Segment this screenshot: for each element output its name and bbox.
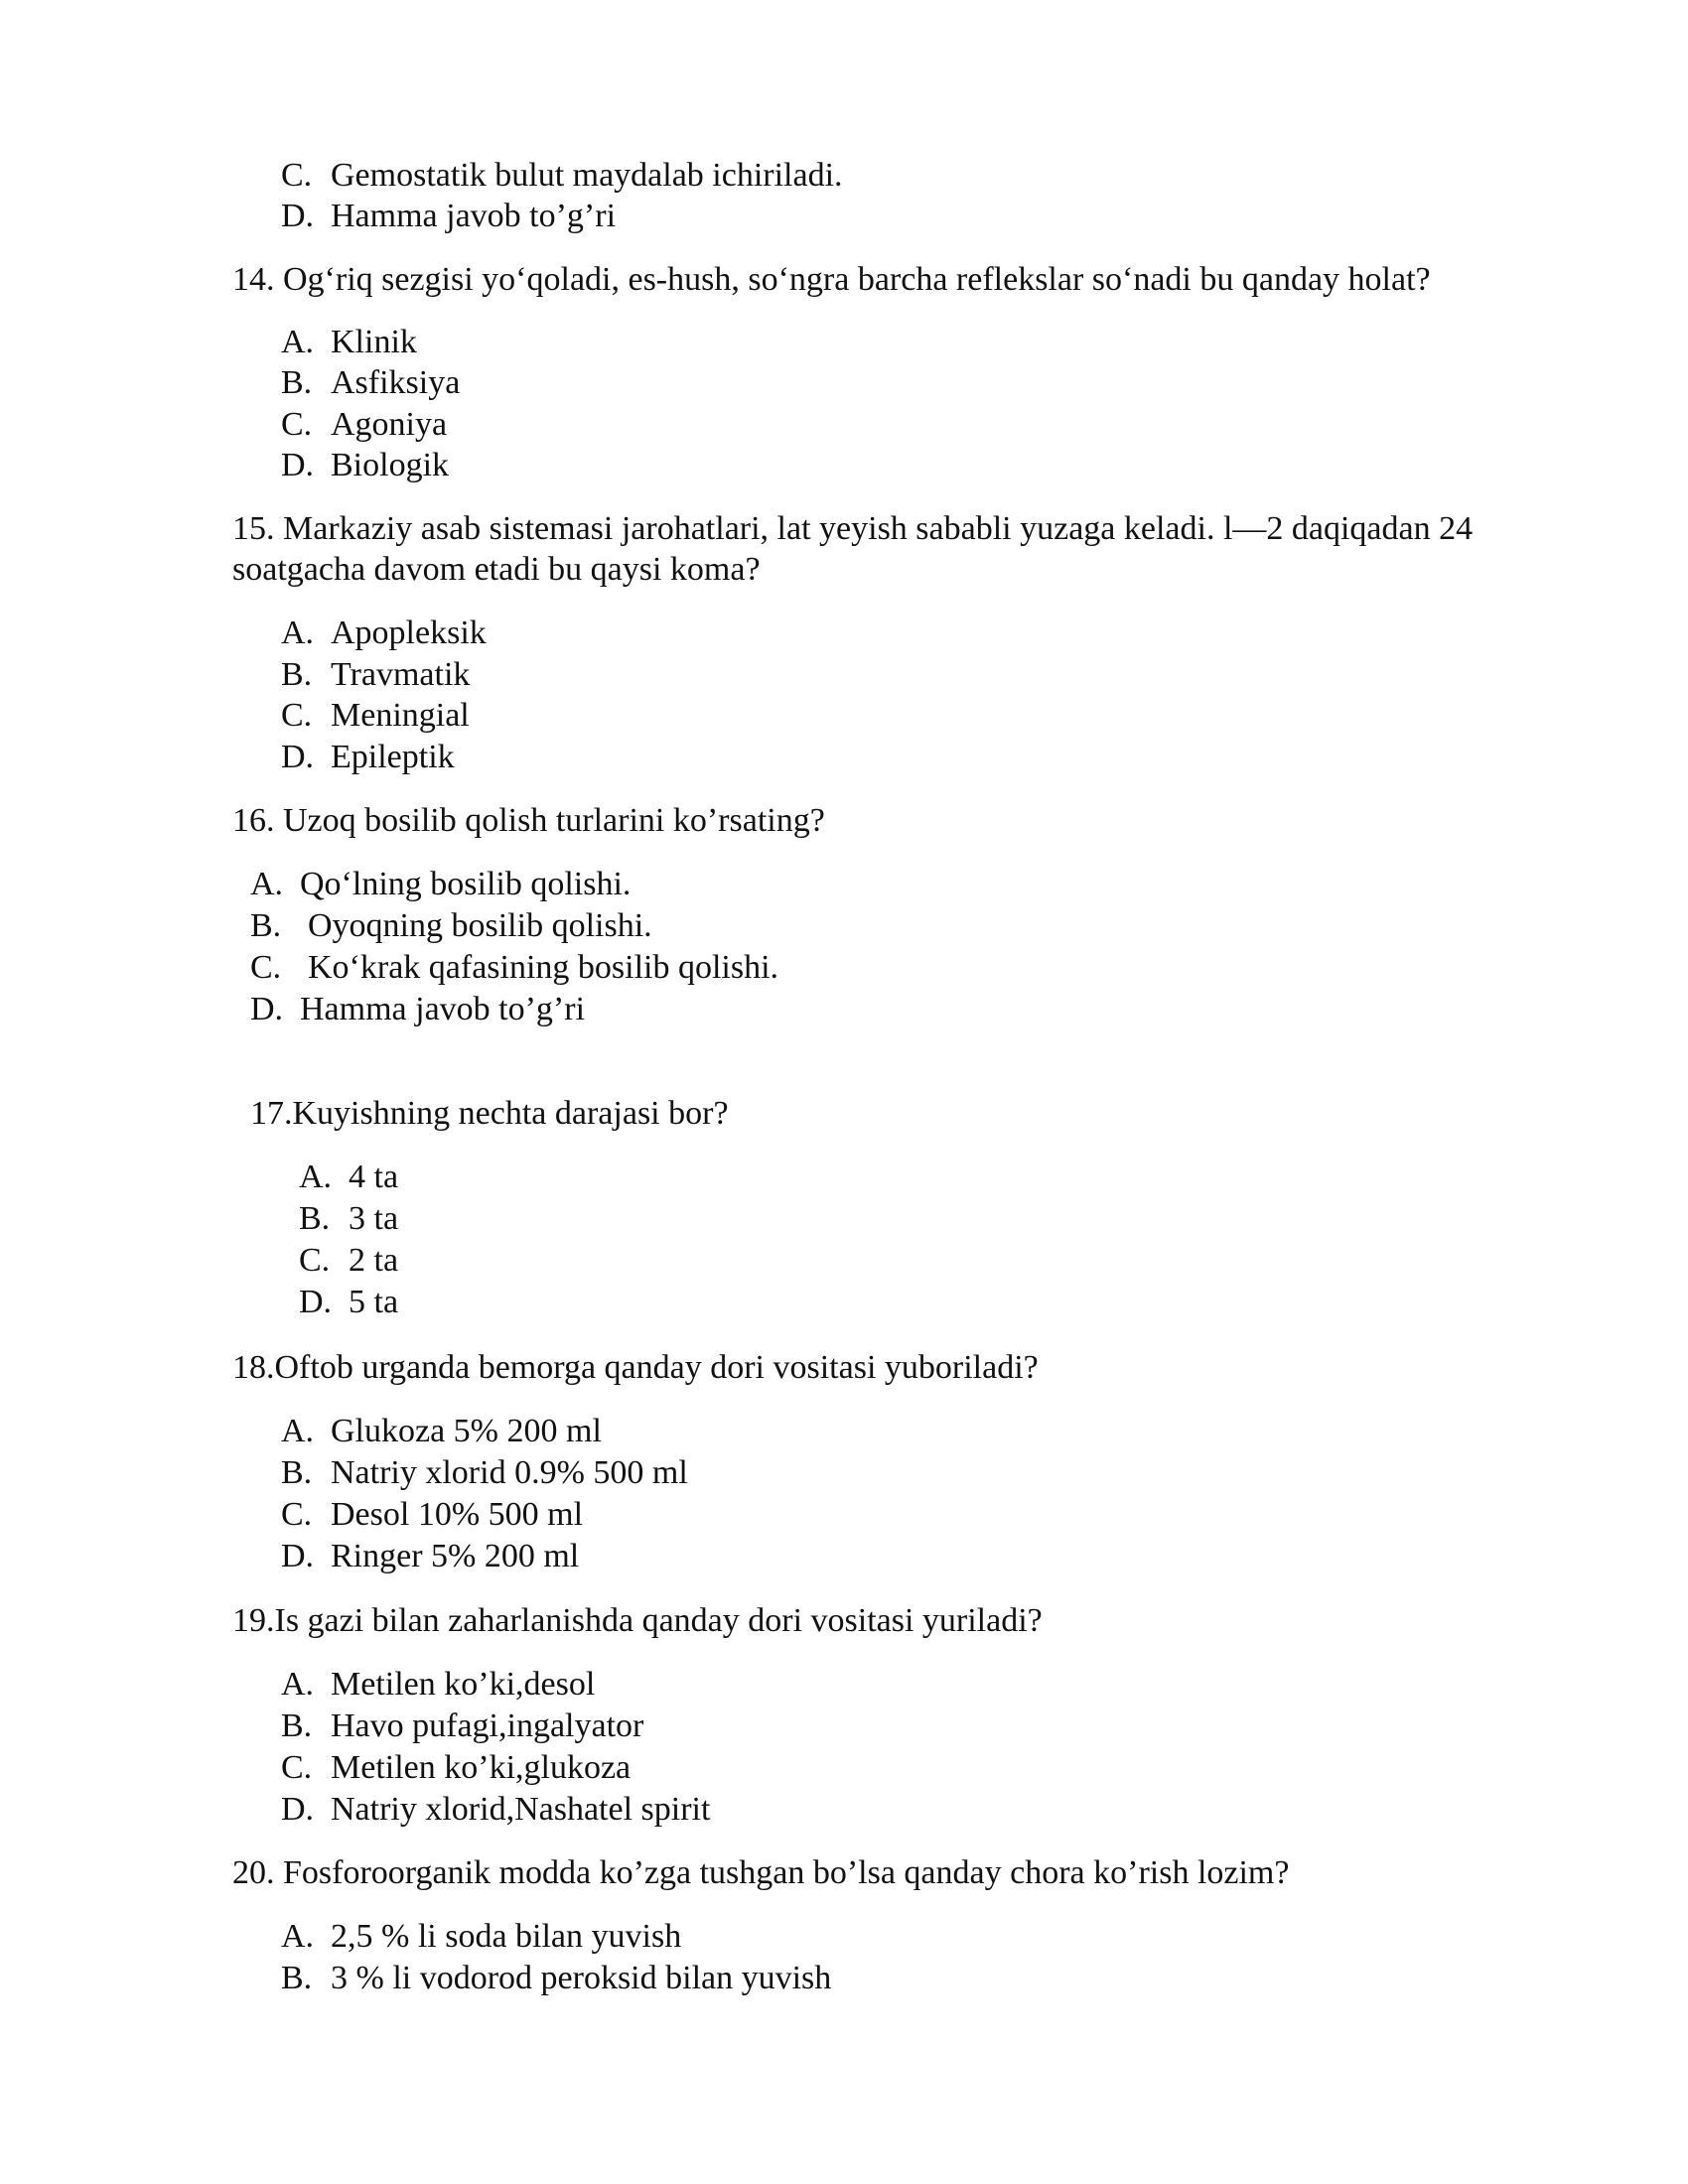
option-text: Apopleksik — [331, 614, 487, 651]
option-letter: B. — [281, 656, 313, 693]
option-letter: A. — [299, 1159, 333, 1195]
option-letter: B. — [281, 1707, 313, 1744]
option-letter: D. — [281, 1791, 315, 1828]
option-letter: C. — [281, 1496, 313, 1533]
option-text: Klinik — [331, 324, 417, 360]
option-letter: D. — [281, 198, 315, 234]
option-letter: A. — [281, 1413, 315, 1449]
question-15-line-1: 15. Markaziy asab sistemasi jarohatlari, lat yeyish sababli yuzaga keladi. l—2 daqiqadan 24 — [232, 510, 1474, 547]
option-c — [281, 695, 470, 737]
option-letter: B. — [281, 1960, 313, 1996]
option-a — [281, 1411, 602, 1452]
option-text: 4 ta — [349, 1159, 399, 1195]
option-c — [281, 404, 447, 446]
option-text: Hamma javob to’g’ri — [331, 198, 617, 234]
option-letter: B. — [299, 1200, 331, 1237]
option-text: 2,5 % li soda bilan yuvish — [331, 1918, 682, 1955]
option-text: Glukoza 5% 200 ml — [331, 1413, 602, 1449]
option-b — [281, 1706, 643, 1747]
option-letter: C. — [281, 406, 313, 443]
option-text: Qo‘lning bosilib qolishi. — [300, 866, 632, 902]
option-letter: D. — [281, 739, 315, 775]
option-text: Biologik — [331, 447, 450, 483]
option-letter: B. — [250, 907, 282, 944]
option-a — [250, 864, 631, 905]
option-c — [299, 1240, 398, 1282]
question-16: 16. Uzoq bosilib qolish turlarini ko’rsating? — [232, 802, 825, 839]
option-a — [281, 1916, 681, 1958]
option-text: 5 ta — [349, 1284, 399, 1320]
option-text: Havo pufagi,ingalyator — [331, 1707, 644, 1744]
option-a — [281, 322, 417, 363]
option-text: Oyoqning bosilib qolishi. — [308, 907, 652, 944]
option-letter: A. — [281, 324, 315, 360]
option-b — [281, 654, 470, 696]
option-text: Asfiksiya — [331, 364, 461, 401]
option-letter: A. — [281, 614, 315, 651]
option-d — [281, 1536, 579, 1577]
option-text: Desol 10% 500 ml — [331, 1496, 584, 1533]
option-b — [281, 362, 460, 404]
option-text: Gemostatik bulut maydalab ichiriladi. — [331, 157, 843, 194]
question-15-line-2: soatgacha davom etadi bu qaysi koma? — [232, 551, 761, 588]
option-a — [281, 1664, 595, 1706]
option-b — [281, 1452, 688, 1494]
question-14: 14. Og‘riq sezgisi yo‘qoladi, es-hush, so‘ngra barcha reflekslar so‘nadi bu qanday holat? — [232, 261, 1431, 298]
option-d — [281, 445, 449, 486]
option-letter: D. — [299, 1284, 333, 1320]
option-text: Metilen ko’ki,desol — [331, 1666, 596, 1703]
option-text: Agoniya — [331, 406, 448, 443]
option-a — [281, 613, 487, 654]
option-letter: C. — [299, 1242, 331, 1279]
option-letter: C. — [281, 697, 313, 734]
option-text: Meningial — [331, 697, 470, 734]
option-letter: C. — [281, 157, 313, 194]
option-letter: D. — [281, 447, 315, 483]
option-letter: A. — [281, 1666, 315, 1703]
option-text: 3 ta — [349, 1200, 399, 1237]
option-d — [281, 196, 616, 237]
option-text: Metilen ko’ki,glukoza — [331, 1749, 632, 1786]
option-b — [250, 905, 652, 947]
option-c — [281, 1494, 583, 1536]
question-19: 19.Is gazi bilan zaharlanishda qanday dori vositasi yuriladi? — [232, 1602, 1043, 1639]
option-d — [281, 1789, 710, 1831]
option-letter: B. — [281, 364, 313, 401]
question-17: 17.Kuyishning nechta darajasi bor? — [250, 1095, 729, 1132]
option-text: Hamma javob to’g’ri — [300, 991, 586, 1027]
option-d — [281, 737, 455, 778]
option-text: Ringer 5% 200 ml — [331, 1538, 580, 1574]
option-letter: A. — [281, 1918, 315, 1955]
option-d — [299, 1282, 398, 1323]
option-text: Travmatik — [331, 656, 471, 693]
option-letter: D. — [281, 1538, 315, 1574]
option-c — [281, 155, 843, 197]
option-letter: C. — [281, 1749, 313, 1786]
option-a — [299, 1157, 398, 1198]
option-c — [281, 1747, 631, 1789]
option-text: Natriy xlorid 0.9% 500 ml — [331, 1454, 688, 1491]
option-d — [250, 989, 585, 1030]
question-18: 18.Oftob urganda bemorga qanday dori vositasi yuboriladi? — [232, 1349, 1039, 1386]
option-letter: A. — [250, 866, 284, 902]
question-20: 20. Fosforoorganik modda ko’zga tushgan bo’lsa qanday chora ko’rish lozim? — [232, 1854, 1290, 1891]
option-letter: D. — [250, 991, 284, 1027]
option-text: 2 ta — [349, 1242, 399, 1279]
option-letter: B. — [281, 1454, 313, 1491]
option-text: Epileptik — [331, 739, 455, 775]
option-b — [299, 1198, 398, 1240]
option-letter: C. — [250, 949, 282, 986]
option-c — [250, 947, 778, 989]
option-text: 3 % li vodorod peroksid bilan yuvish — [331, 1960, 832, 1996]
option-text: Ko‘krak qafasining bosilib qolishi. — [308, 949, 779, 986]
option-b — [281, 1958, 831, 1999]
option-text: Natriy xlorid,Nashatel spirit — [331, 1791, 711, 1828]
